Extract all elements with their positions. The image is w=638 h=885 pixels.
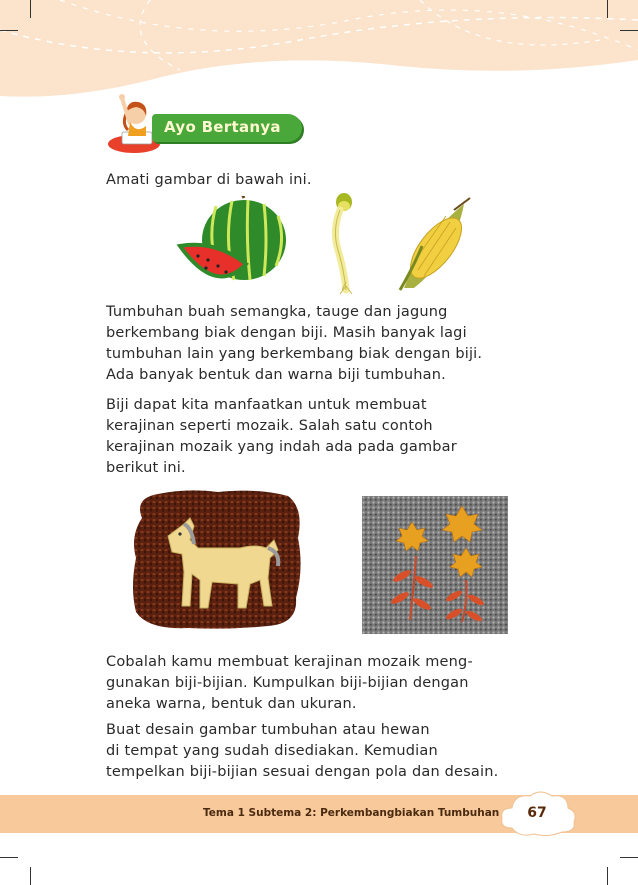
text-line: Buat desain gambar tumbuhan atau hewan <box>106 722 430 738</box>
crop-mark <box>620 857 638 858</box>
crop-mark <box>30 0 31 18</box>
footer-caption: Tema 1 Subtema 2: Perkembangbiakan Tumbuhan <box>203 807 500 819</box>
text-line: berkembang biak dengan biji. Masih banyak lagi <box>106 325 467 341</box>
top-decorative-band <box>0 0 638 110</box>
crop-mark <box>620 30 638 31</box>
paragraph-mosaic-intro <box>106 395 546 479</box>
text-line: aneka warna, bentuk dan ukuran. <box>106 696 357 712</box>
intro-text: Amati gambar di bawah ini. <box>106 172 312 188</box>
crop-mark <box>0 30 18 31</box>
text-line: Biji dapat kita manfaatkan untuk membuat <box>106 397 427 413</box>
text-line: tumbuhan lain yang berkembang biak dengan biji. <box>106 346 483 362</box>
watermelon-icon <box>176 196 296 292</box>
bean-sprout-icon <box>322 190 366 294</box>
text-line: Tumbuhan buah semangka, tauge dan jagung <box>106 304 448 320</box>
text-line: tempelkan biji-bijian sesuai dengan pola dan desain. <box>106 764 499 780</box>
text-line: gunakan biji-bijian. Kumpulkan biji-bijian dengan <box>106 675 469 691</box>
text-line: kerajinan mozaik yang indah ada pada gambar <box>106 439 457 455</box>
crop-mark <box>30 867 31 885</box>
text-line: Ada banyak bentuk dan warna biji tumbuhan. <box>106 367 446 383</box>
intro-text-block <box>106 170 546 191</box>
paragraph-design-instructions <box>106 720 546 783</box>
paragraph-make-mosaic <box>106 652 546 715</box>
page-number: 67 <box>527 805 547 821</box>
crop-mark <box>0 857 18 858</box>
text-line: kerajinan seperti mozaik. Salah satu contoh <box>106 418 433 434</box>
crop-mark <box>607 867 608 885</box>
corn-icon <box>394 196 476 292</box>
horse-mosaic-icon <box>128 488 306 630</box>
text-line: di tempat yang sudah disediakan. Kemudian <box>106 743 438 759</box>
badge-label: Ayo Bertanya <box>164 118 281 136</box>
text-line: berikut ini. <box>106 460 186 476</box>
section-badge <box>100 90 310 152</box>
text-line: Cobalah kamu membuat kerajinan mozaik meng- <box>106 654 473 670</box>
crop-mark <box>607 0 608 18</box>
paragraph-seed-plants <box>106 302 546 386</box>
flower-mosaic-icon <box>362 496 508 634</box>
